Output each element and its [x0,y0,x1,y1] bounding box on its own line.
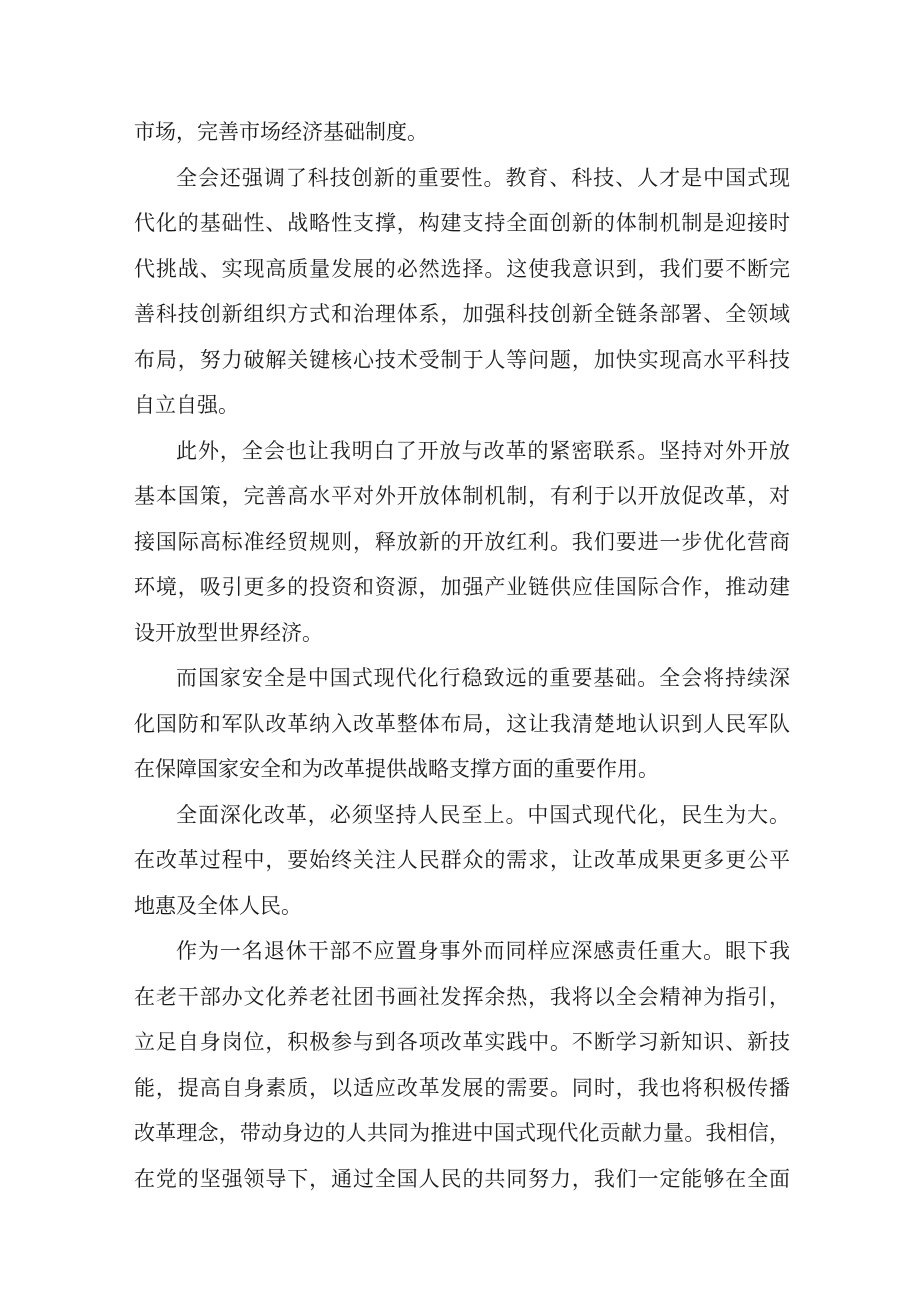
paragraph-1-line-5: 布局，努力破解关键核心技术受制于人等问题，加快实现高水平科技 [134,347,790,372]
paragraph-5-line-3: 立足自身岗位，积极参与到各项改革实践中。不断学习新知识、新技 [134,1030,790,1054]
paragraph-5-line-1: 作为一名退休干部不应置身事外而同样应深感责任重大。眼下我 [176,939,790,963]
body-text [134,110,790,1202]
paragraph-4-line-3: 地惠及全体人民。 [134,893,302,918]
paragraph-1-line-1: 全会还强调了科技创新的重要性。教育、科技、人才是中国式现 [176,165,790,190]
paragraph-5-line-2: 在老干部办文化养老社团书画社发挥余热，我将以全会精神为指引， [134,984,790,1009]
paragraph-0-line-1: 市场，完善市场经济基础制度。 [134,120,428,144]
paragraph-4-line-2: 在改革过程中，要始终关注人民群众的需求，让改革成果更多更公平 [134,848,790,872]
paragraph-3-line-1: 而国家安全是中国式现代化行稳致远的重要基础。全会将持续深 [176,666,790,690]
paragraph-5-line-4: 能，提高自身素质，以适应改革发展的需要。同时，我也将积极传播 [134,1075,790,1100]
paragraph-2-line-3: 接国际高标准经贸规则，释放新的开放红利。我们要进一步优化营商 [134,529,790,554]
paragraph-3-line-2: 化国防和军队改革纳入改革整体布局，这让我清楚地认识到人民军队 [134,711,790,736]
paragraph-1-line-3: 代挑战、实现高质量发展的必然选择。这使我意识到，我们要不断完 [134,256,790,281]
paragraph-3-line-3: 在保障国家安全和为改革提供战略支撑方面的重要作用。 [134,757,659,781]
paragraph-2-line-2: 基本国策，完善高水平对外开放体制机制，有利于以开放促改革，对 [134,484,790,508]
paragraph-5-line-5: 改革理念，带动身边的人共同为推进中国式现代化贡献力量。我相信， [134,1121,790,1145]
paragraph-2-line-4: 环境，吸引更多的投资和资源，加强产业链供应佳国际合作，推动建 [134,575,790,599]
paragraph-1-line-4: 善科技创新组织方式和治理体系，加强科技创新全链条部署、全领域 [134,302,790,326]
paragraph-5-line-6: 在党的坚强领导下，通过全国人民的共同努力，我们一定能够在全面 [134,1166,790,1191]
paragraph-1-line-2: 代化的基础性、战略性支撑，构建支持全面创新的体制机制是迎接时 [134,211,790,235]
paragraph-1-line-6: 自立自强。 [134,393,239,417]
paragraph-4-line-1: 全面深化改革，必须坚持人民至上。中国式现代化，民生为大。 [176,802,790,827]
paragraph-2-line-5: 设开放型世界经济。 [134,620,323,645]
paragraph-2-line-1: 此外，全会也让我明白了开放与改革的紧密联系。坚持对外开放 [176,438,790,463]
